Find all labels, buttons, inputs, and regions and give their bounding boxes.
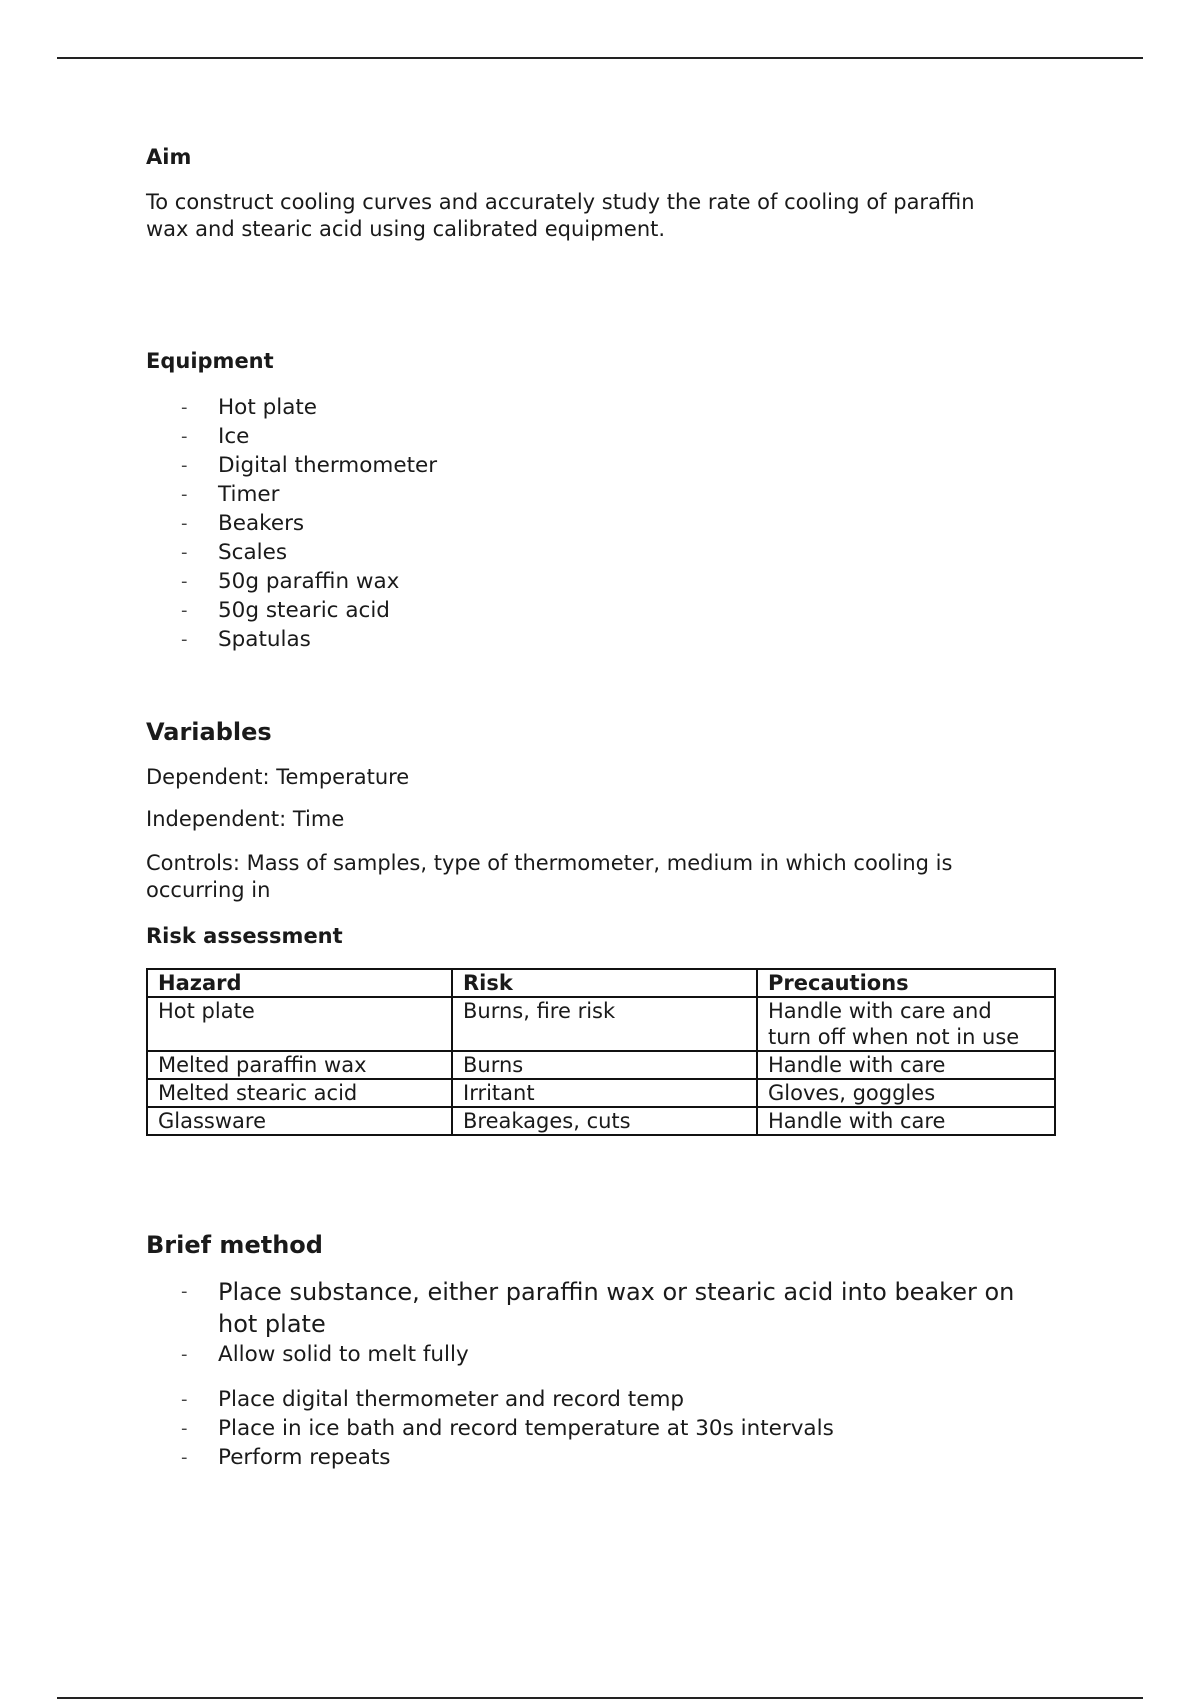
dash-bullet: - [181,629,188,650]
dash-bullet: - [181,513,188,534]
variables-heading: Variables [146,718,272,746]
method-list [146,1276,1066,1472]
dash-bullet: - [181,1344,188,1365]
column-header: Hazard [147,969,452,997]
risk-table [146,968,1056,1136]
list-item [146,1385,1066,1414]
table-row [147,1107,1055,1135]
list-item [146,1340,1066,1369]
dash-bullet: - [181,571,188,592]
controls-text [146,850,952,904]
method-step: Place digital thermometer and record temp [218,1387,685,1412]
list-item [146,480,1046,509]
table-cell: Handle with care [757,1107,1055,1135]
list-item [146,509,1046,538]
equipment-item: Digital thermometer [218,453,438,478]
table-cell: Melted paraffin wax [147,1051,452,1079]
equipment-item: Scales [218,540,288,565]
column-header: Precautions [757,969,1055,997]
method-step: Place in ice bath and record temperature at 30s intervals [218,1416,834,1441]
table-cell: Gloves, goggles [757,1079,1055,1107]
cell-line: turn off when not in use [768,1025,1020,1049]
column-header: Risk [452,969,757,997]
method-step-line: hot plate [218,1310,326,1338]
table-cell: Irritant [452,1079,757,1107]
list-item [146,538,1046,567]
dash-bullet: - [181,1281,188,1302]
method-step: Perform repeats [218,1445,391,1470]
table-cell: Melted stearic acid [147,1079,452,1107]
header-rule [57,57,1143,59]
dash-bullet: - [181,542,188,563]
equipment-item: 50g paraffin wax [218,569,400,594]
list-item [146,625,1046,654]
controls-line: occurring in [146,878,271,902]
controls-line: Controls: Mass of samples, type of thermometer, medium in which cooling is [146,851,953,875]
equipment-item: Timer [218,482,280,507]
table-cell: Burns, fire risk [452,997,757,1051]
dash-bullet: - [181,1389,188,1410]
dash-bullet: - [181,484,188,505]
equipment-list [146,393,1046,654]
list-item [146,567,1046,596]
aim-heading: Aim [146,145,192,169]
table-cell: Breakages, cuts [452,1107,757,1135]
list-item [146,422,1046,451]
equipment-heading: Equipment [146,349,274,373]
table-cell: Hot plate [147,997,452,1051]
dependent-variable: Dependent: Temperature [146,765,410,789]
dash-bullet: - [181,426,188,447]
dash-bullet: - [181,397,188,418]
table-cell: Handle with care [757,1051,1055,1079]
independent-variable: Independent: Time [146,807,345,831]
equipment-item: Hot plate [218,395,318,420]
cell-line: Handle with care and [768,999,992,1023]
aim-text [146,189,975,243]
aim-text-line: wax and stearic acid using calibrated equipment. [146,217,666,241]
table-header-row [147,969,1055,997]
list-item [146,1276,1066,1340]
list-item [146,1414,1066,1443]
equipment-item: 50g stearic acid [218,598,390,623]
footer-rule [57,1697,1143,1699]
table-cell [757,997,1055,1051]
dash-bullet: - [181,1447,188,1468]
risk-assessment-heading: Risk assessment [146,924,343,948]
method-step-line: Place substance, either paraffin wax or stearic acid into beaker on [218,1278,1015,1306]
dash-bullet: - [181,455,188,476]
equipment-item: Ice [218,424,250,449]
table-row [147,1051,1055,1079]
equipment-item: Spatulas [218,627,311,652]
aim-text-line: To construct cooling curves and accurately study the rate of cooling of paraffin [146,190,975,214]
list-item [146,1443,1066,1472]
equipment-item: Beakers [218,511,305,536]
table-cell: Burns [452,1051,757,1079]
list-item [146,451,1046,480]
brief-method-heading: Brief method [146,1231,323,1259]
dash-bullet: - [181,600,188,621]
dash-bullet: - [181,1418,188,1439]
table-row [147,997,1055,1051]
list-item [146,393,1046,422]
table-row [147,1079,1055,1107]
method-step: Allow solid to melt fully [218,1342,469,1367]
list-item [146,596,1046,625]
table-cell: Glassware [147,1107,452,1135]
